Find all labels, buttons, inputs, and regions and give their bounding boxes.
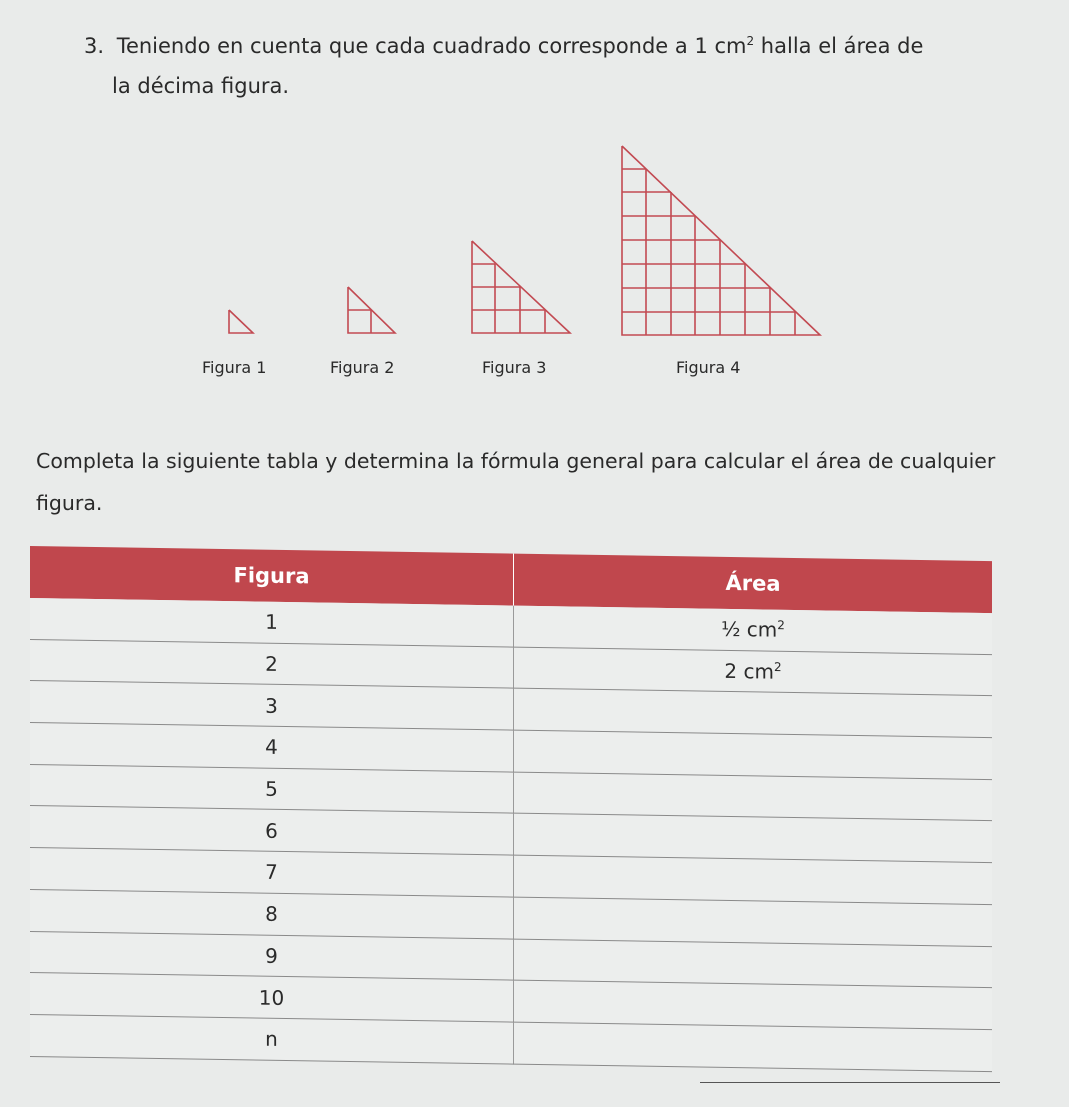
problem-text-line2: la décima figura. [112, 74, 290, 98]
figura-cell: n [30, 1014, 514, 1063]
area-cell[interactable] [514, 897, 993, 946]
area-exponent: 2 [773, 660, 782, 675]
area-cell[interactable] [514, 772, 993, 821]
area-cell[interactable] [514, 814, 993, 863]
instruction-text: Completa la siguiente tabla y determina la fórmula general para calcular el área de cualquier figura. [36, 449, 996, 515]
figura-cell: 4 [30, 723, 514, 772]
header-area: Área [514, 554, 993, 614]
table-body [30, 598, 992, 1071]
triangle-figures [0, 0, 1069, 400]
problem-number: 3. [84, 34, 105, 58]
figura-cell: 3 [30, 681, 514, 730]
figura-cell: 10 [30, 973, 514, 1022]
figura-2-drawing [348, 287, 395, 333]
area-cell[interactable] [514, 939, 993, 988]
figura-3-label: Figura 3 [482, 358, 547, 377]
problem-unit-exponent: 2 [746, 34, 755, 48]
figura-4-label: Figura 4 [676, 358, 741, 377]
figura-cell: 5 [30, 764, 514, 813]
figura-1-drawing [229, 310, 253, 333]
area-cell[interactable] [514, 855, 993, 904]
problem-text-line1: Teniendo en cuenta que cada cuadrado corresponde a 1 cm [116, 34, 747, 58]
figura-1-label: Figura 1 [202, 358, 267, 377]
area-cell[interactable] [514, 647, 993, 696]
figura-3-drawing [472, 241, 570, 333]
area-cell[interactable] [514, 688, 993, 737]
problem-text-line1-end: halla el área de [754, 34, 924, 58]
figura-cell: 7 [30, 848, 514, 897]
header-figura: Figura [30, 546, 514, 606]
area-value: ½ cm [721, 617, 778, 643]
area-exponent: 2 [777, 618, 785, 633]
figura-cell: 6 [30, 806, 514, 855]
figura-cell: 2 [30, 639, 514, 688]
area-table [30, 546, 992, 1072]
figura-cell: 9 [30, 931, 514, 980]
figura-2-label: Figura 2 [330, 358, 395, 377]
figura-cell: 1 [30, 598, 514, 647]
area-cell[interactable] [514, 1022, 993, 1071]
area-cell[interactable] [514, 730, 993, 779]
area-cell[interactable] [514, 980, 993, 1029]
area-value: 2 cm [724, 658, 774, 684]
figura-4-drawing [622, 146, 820, 335]
bottom-rule [700, 1082, 1000, 1083]
figura-cell: 8 [30, 889, 514, 938]
